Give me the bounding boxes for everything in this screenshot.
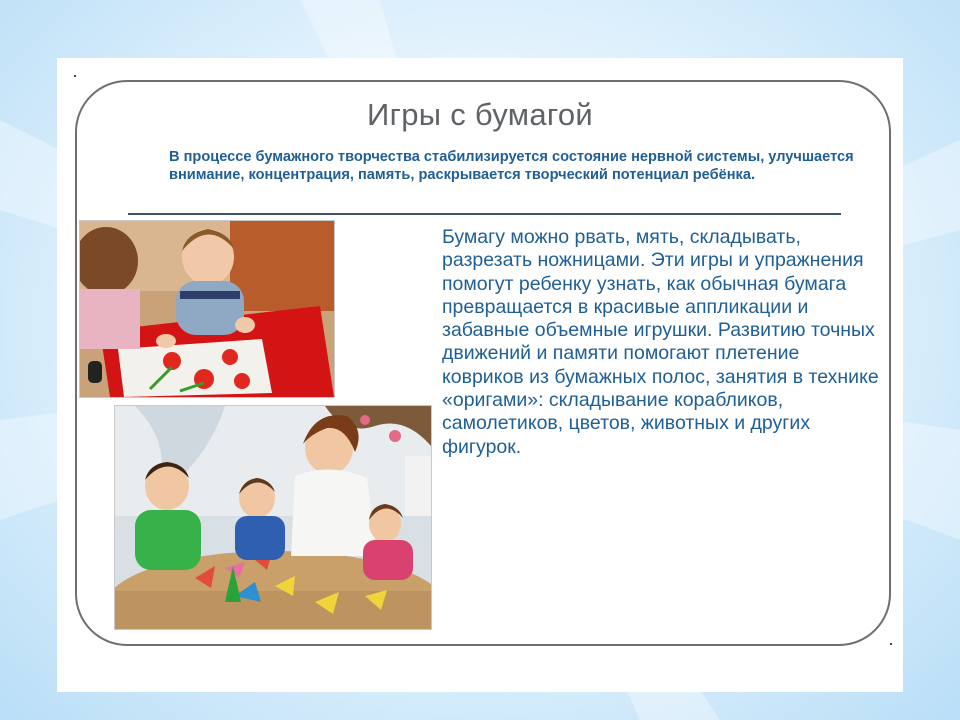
photo-children-origami [114,405,432,630]
intro-text: В процессе бумажного творчества стабилизируется состояние нервной системы, улучшается внимание, концентрация, память, раскрывается творческий потенциал ребёнка. [169,149,854,183]
corner-dot [890,643,892,645]
divider-line [128,213,841,215]
slide [57,58,903,692]
body-text: Бумагу можно рвать, мять, складывать, разрезать ножницами. Эти игры и упражнения помогут ребенку узнать, как обычная бумага превращается в красивые аппликации и забавные объемные игрушки. Развитию точных движений и памяти помогают плетение ковриков из бумажных полос, занятия в технике «оригами»: складывание корабликов, самолетиков, цветов, животных и других фигурок. [442,226,879,458]
corner-dot [74,75,76,77]
slide-title: Игры с бумагой [367,97,593,132]
photo-children-applique [79,220,335,398]
